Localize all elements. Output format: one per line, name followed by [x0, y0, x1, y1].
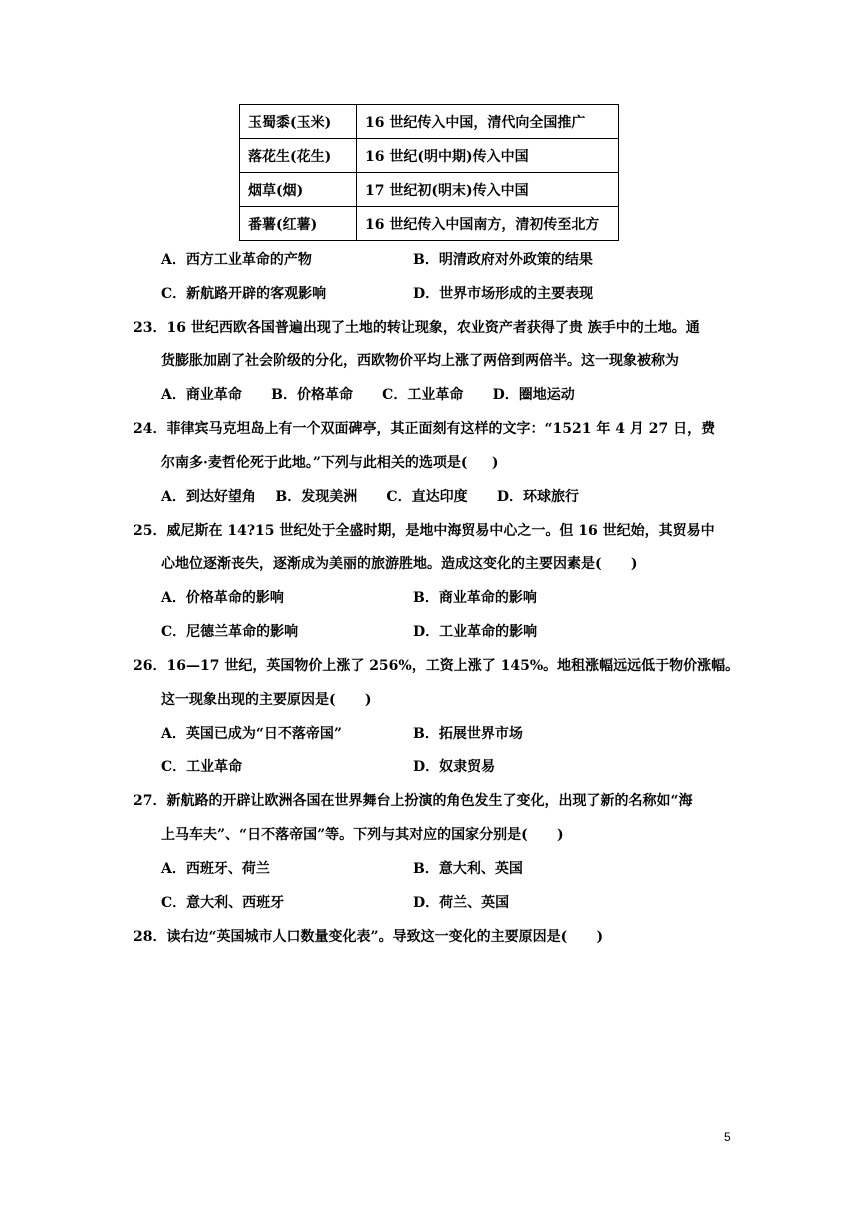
q27-stem-line1: 27．新航路的开辟让欧洲各国在世界舞台上扮演的角色发生了变化，出现了新的名称如“海: [133, 793, 693, 809]
crop-table-row: [240, 105, 619, 139]
q24-stem-line1: 24．菲律宾马克坦岛上有一个双面碑亭，其正面刻有这样的文字：“1521 年 4 月 27 日，费: [133, 421, 716, 437]
q26-stem-line1: 26．16—17 世纪，英国物价上涨了 256%，工资上涨了 145%。地租涨幅远远低于物价涨幅。: [133, 658, 740, 674]
q23-stem-line2: 货膨胀加剧了社会阶级的分化，西欧物价平均上涨了两倍到两倍半。这一现象被称为: [161, 353, 679, 369]
q27-option-d: D．荷兰、英国: [413, 895, 510, 911]
q24-options: A．到达好望角 B．发现美洲 C．直达印度 D．环球旅行: [161, 489, 579, 505]
q27-stem-line2: 上马车夫”、“日不落帝国”等。下列与其对应的国家分别是( ): [161, 827, 564, 843]
q26-option-a: A．英国已成为“日不落帝国”: [161, 726, 342, 742]
crop-name-cell: 番薯(红薯): [240, 207, 357, 241]
q27-option-c: C．意大利、西班牙: [161, 895, 285, 911]
crop-table-row: [240, 207, 619, 241]
q22-option-a: A．西方工业革命的产物: [161, 252, 312, 268]
q25-stem-line2: 心地位逐渐丧失，逐渐成为美丽的旅游胜地。造成这变化的主要因素是( ): [161, 556, 638, 572]
q25-option-a: A．价格革命的影响: [161, 590, 284, 606]
q27-option-a: A．西班牙、荷兰: [161, 861, 270, 877]
crop-table-row: [240, 139, 619, 173]
q25-option-b: B．商业革命的影响: [413, 590, 537, 606]
q25-option-d: D．工业革命的影响: [413, 624, 538, 640]
q27-option-b: B．意大利、英国: [413, 861, 523, 877]
q23-stem-line1: 23．16 世纪西欧各国普遍出现了土地的转让现象，农业资产者获得了贵 族手中的土地。通: [133, 320, 700, 336]
page-number: 5: [724, 1130, 731, 1144]
q23-options: A．商业革命 B．价格革命 C．工业革命 D．圈地运动: [161, 387, 575, 403]
q24-stem-line2: 尔南多·麦哲伦死于此地。”下列与此相关的选项是( ): [161, 455, 499, 471]
q25-stem-line1: 25．威尼斯在 14?15 世纪处于全盛时期，是地中海贸易中心之一。但 16 世纪始，其贸易中: [133, 523, 715, 539]
q26-option-d: D．奴隶贸易: [413, 759, 496, 775]
q22-option-d: D．世界市场形成的主要表现: [413, 286, 594, 302]
crop-introduction-table: [239, 104, 619, 241]
q26-stem-line2: 这一现象出现的主要原因是( ): [161, 692, 372, 708]
crop-table-row: [240, 173, 619, 207]
crop-introduction-cell: 16 世纪传入中国南方，清初传至北方: [357, 207, 619, 241]
q22-option-b: B．明清政府对外政策的结果: [413, 252, 593, 268]
crop-introduction-cell: 16 世纪(明中期)传入中国: [357, 139, 619, 173]
q26-option-b: B．拓展世界市场: [413, 726, 523, 742]
crop-introduction-cell: 17 世纪初(明末)传入中国: [357, 173, 619, 207]
crop-introduction-cell: 16 世纪传入中国，清代向全国推广: [357, 105, 619, 139]
q25-option-c: C．尼德兰革命的影响: [161, 624, 299, 640]
crop-name-cell: 烟草(烟): [240, 173, 357, 207]
q22-option-c: C．新航路开辟的客观影响: [161, 286, 327, 302]
crop-name-cell: 玉蜀黍(玉米): [240, 105, 357, 139]
q26-option-c: C．工业革命: [161, 759, 243, 775]
q28-stem-line1: 28．读右边“英国城市人口数量变化表”。导致这一变化的主要原因是( ): [133, 929, 604, 945]
crop-name-cell: 落花生(花生): [240, 139, 357, 173]
